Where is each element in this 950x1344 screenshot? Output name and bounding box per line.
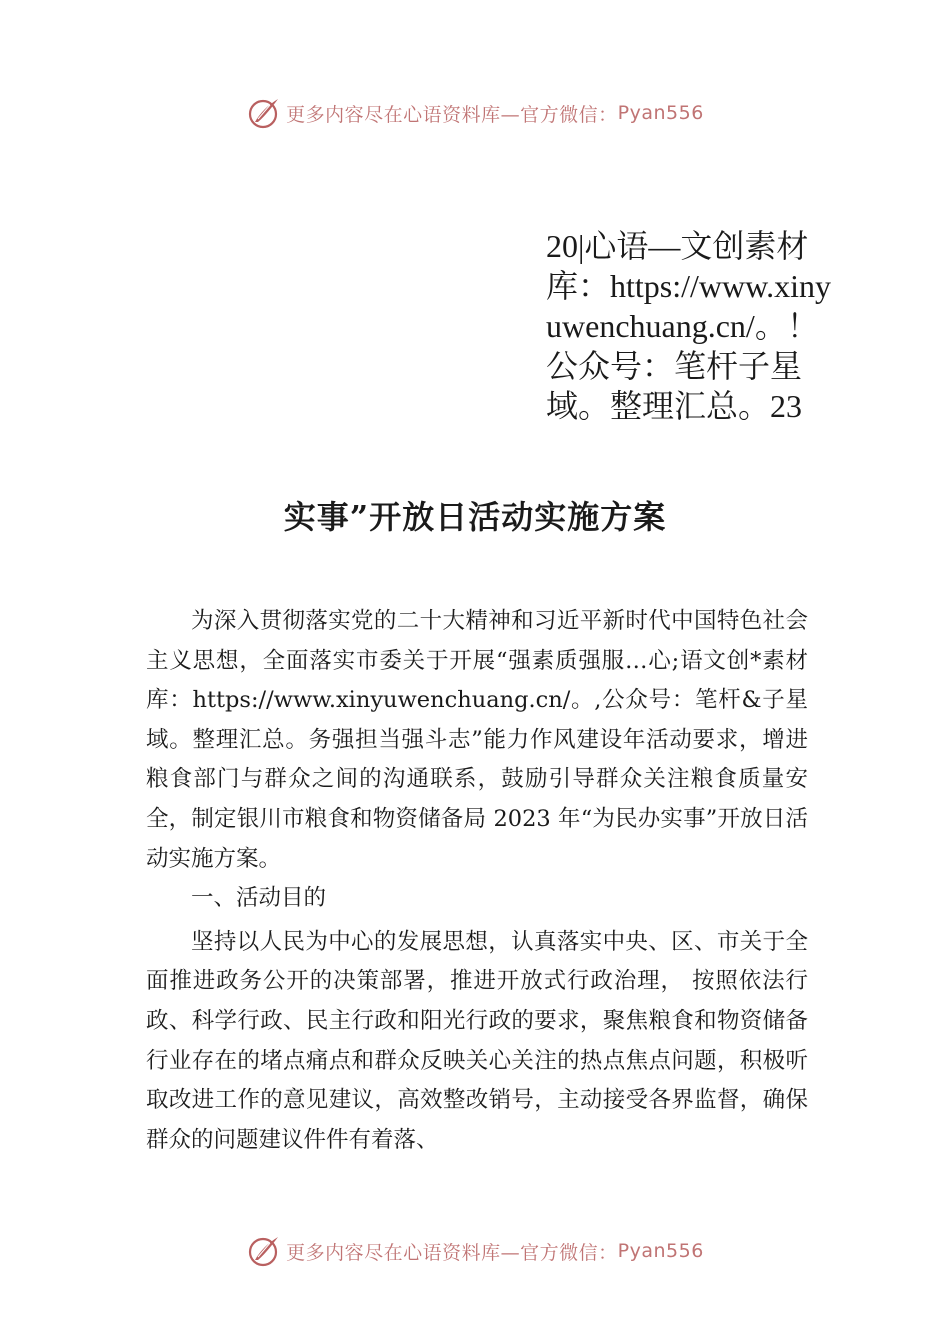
feather-pen-logo-icon	[246, 95, 282, 131]
document-title: 实事”开放日活动实施方案	[283, 498, 667, 536]
header-watermark-text: 20|心语—文创素材库：https://www.xinyuwenchuang.cn/。！公众号：笔杆子星域。整理汇总。23	[546, 228, 832, 424]
top-banner	[0, 95, 950, 131]
document-body	[146, 602, 808, 1160]
bottom-banner	[0, 1233, 950, 1269]
banner-wechat-id: Pyan556	[617, 102, 704, 124]
intro-paragraph: 为深入贯彻落实党的二十大精神和习近平新时代中国特色社会主义思想，全面落实市委关于开展“强素质强服…心;语文创*素材库：https://www.xinyuwenchuang.cn/。,公众号：笔杆&子星域。整理汇总。务强担当强斗志”能力作风建设年活动要求，增进粮食部门与群众之间的沟通联系，鼓励引导群众关注粮食质量安全，制定银川市粮食和物资储备局 2023 年“为民办实事”开放日活动实施方案。	[146, 608, 808, 872]
banner-text: 更多内容尽在心语资料库—官方微信：	[286, 1241, 618, 1264]
banner-wechat-id: Pyan556	[617, 1240, 704, 1262]
section-heading-1: 一、活动目的	[191, 885, 327, 912]
section-paragraph-1: 坚持以人民为中心的发展思想，认真落实中央、区、市关于全面推进政务公开的决策部署，推进开放式行政治理， 按照依法行政、科学行政、民主行政和阳光行政的要求，聚焦粮食和物资储备行业存在的堵点痛点和群众反映关心关注的热点焦点问题，积极听取改进工作的意见建议，高效整改销号，主动接受各界监督，确保群众的问题建议件件有着落、	[146, 928, 808, 1153]
feather-pen-logo-icon	[246, 1233, 282, 1269]
banner-text: 更多内容尽在心语资料库—官方微信：	[286, 103, 618, 126]
